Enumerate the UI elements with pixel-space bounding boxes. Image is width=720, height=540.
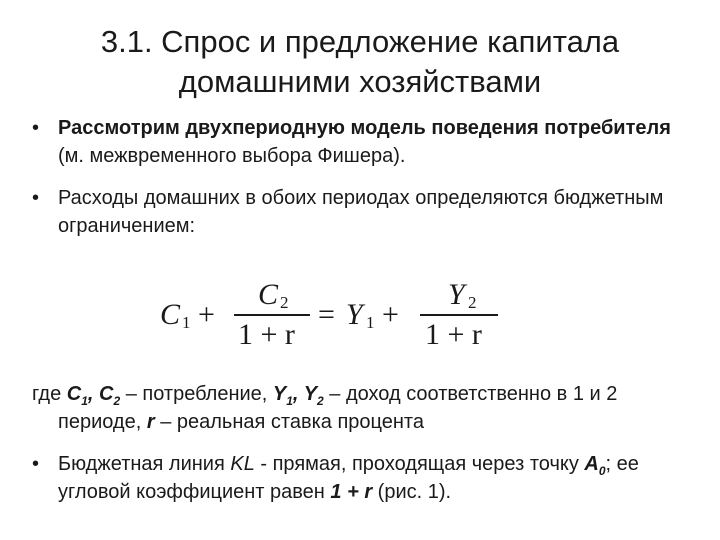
var-c2: C (99, 383, 114, 405)
comma: , (292, 383, 304, 405)
var-a0-sub: 0 (598, 464, 606, 478)
var-c1: C (66, 383, 82, 405)
bullet-budget-constraint (32, 184, 692, 240)
title-line-1: 3.1. Спрос и предложение капитала (100, 24, 620, 59)
var-c2-sub: 2 (113, 394, 121, 408)
bullet-marker: • (32, 117, 40, 139)
comma: , (87, 383, 100, 405)
slide-title (40, 22, 680, 102)
fraction-bar-2 (420, 314, 498, 316)
fraction-bar-1 (234, 314, 310, 316)
var-r: r (146, 411, 155, 433)
text: (рис. 1). (372, 481, 452, 503)
formula-denominator-1: 1 + r (238, 318, 295, 351)
formula-plus-2: + (382, 298, 399, 331)
text: Бюджетная линия (58, 453, 231, 475)
text: где (32, 383, 67, 405)
var-y1-sub: 1 (286, 394, 293, 408)
var-a0: A (584, 453, 599, 475)
formula-denominator-2: 1 + r (425, 318, 482, 351)
formula-plus-1: + (198, 298, 215, 331)
title-line-2: домашними хозяйствами (178, 64, 542, 99)
formula-c2: C (258, 278, 279, 311)
formula-y1-sub: 1 (366, 313, 375, 332)
bullet-fisher-model (32, 114, 692, 170)
text: – потребление, (120, 383, 273, 405)
formula-c2-sub: 2 (280, 293, 289, 312)
bullet1-bold-text: Рассмотрим двухпериодную модель поведения потребителя (58, 117, 671, 139)
var-y1: Y (272, 383, 287, 405)
formula-equals: = (318, 298, 335, 331)
formula-c1: C (160, 298, 181, 331)
text: ; ее угловой коэффициент равен (58, 453, 639, 503)
definitions-paragraph (32, 380, 702, 436)
formula-y2-sub: 2 (468, 293, 477, 312)
bullet-marker: • (32, 453, 40, 475)
formula-c1-sub: 1 (182, 313, 191, 332)
var-y2-sub: 2 (317, 394, 324, 408)
text: – доход соответственно в 1 и 2 периоде, (58, 383, 618, 433)
bullet2-text: Расходы домашних в обоих периодах определяются бюджетным ограничением: (58, 187, 664, 237)
var-y2: Y (303, 383, 318, 405)
text: – реальная ставка процента (154, 411, 424, 433)
formula-y2: Y (448, 278, 465, 311)
budget-constraint-formula (150, 278, 520, 358)
text: - прямая, проходящая через точку (254, 453, 585, 475)
bullet-marker: • (32, 187, 40, 209)
var-kl: KL (230, 453, 255, 475)
var-c1-sub: 1 (81, 394, 88, 408)
slope-coefficient: 1 + r (330, 481, 373, 503)
bullet1-text: (м. межвременного выбора Фишера). (58, 145, 406, 167)
bullet-budget-line (32, 450, 702, 506)
formula-y1: Y (346, 298, 363, 331)
